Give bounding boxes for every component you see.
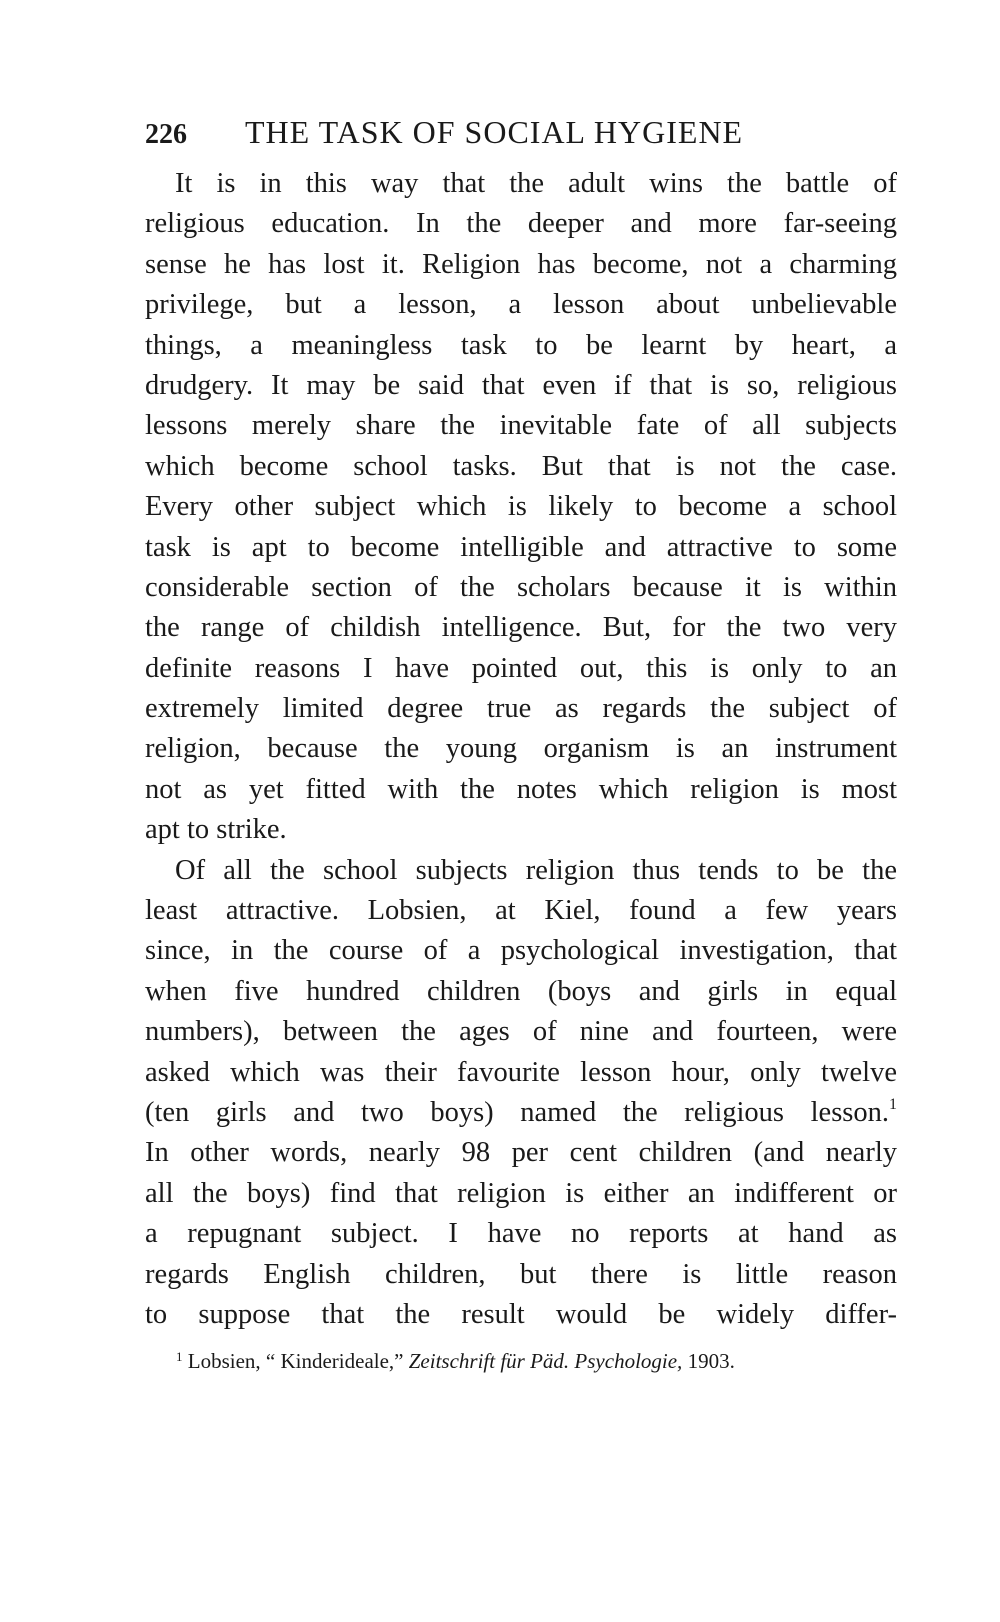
text-line: not as yet fitted with the notes which religion is most	[145, 773, 897, 805]
text-line-content: (ten girls and two boys) named the religious lesson.	[145, 1096, 889, 1128]
text-line: privilege, but a lesson, a lesson about unbelievable	[145, 289, 897, 321]
text-line: a repugnant subject. I have no reports at hand as	[145, 1218, 897, 1250]
text-line: to suppose that the result would be widely differ-	[145, 1298, 897, 1330]
paragraph-1	[145, 164, 897, 851]
text-line: apt to strike.	[145, 814, 287, 846]
text-line: sense he has lost it. Religion has become, not a charming	[145, 248, 897, 280]
text-line: Every other subject which is likely to become a school	[145, 491, 897, 523]
text-line: extremely limited degree true as regards the subject of	[145, 693, 897, 725]
text-line: In other words, nearly 98 per cent children (and nearly	[145, 1137, 897, 1169]
text-line: religious education. In the deeper and more far-seeing	[145, 208, 897, 240]
text-line: all the boys) find that religion is either an indifferent or	[145, 1177, 897, 1209]
paragraph-2	[145, 851, 897, 1336]
footnote	[176, 1346, 896, 1376]
text-line: things, a meaningless task to be learnt by heart, a	[145, 329, 897, 361]
footnote-year: 1903.	[687, 1349, 735, 1373]
text-line: religion, because the young organism is an instrument	[145, 733, 897, 765]
text-line: considerable section of the scholars because it is within	[145, 571, 897, 603]
text-line: numbers), between the ages of nine and fourteen, were	[145, 1016, 897, 1048]
page-number: 226	[145, 119, 187, 150]
footnote-marker: 1	[176, 1349, 183, 1364]
text-line: Of all the school subjects religion thus tends to be the	[175, 854, 897, 886]
text-line: regards English children, but there is little reason	[145, 1258, 897, 1290]
text-line: which become school tasks. But that is not the case.	[145, 450, 897, 482]
body-text	[145, 164, 897, 1335]
running-head	[145, 110, 905, 154]
text-line: lessons merely share the inevitable fate of all subjects	[145, 410, 897, 442]
text-line: asked which was their favourite lesson hour, only twelve	[145, 1056, 897, 1088]
footnote-journal: Zeitschrift für Päd. Psychologie,	[408, 1349, 683, 1373]
text-line: when five hundred children (boys and girls in equal	[145, 975, 897, 1007]
text-line: the range of childish intelligence. But, for the two very	[145, 612, 897, 644]
text-line: since, in the course of a psychological investigation, that	[145, 935, 897, 967]
text-line-with-footnote-ref	[145, 1093, 897, 1133]
text-line: It is in this way that the adult wins the battle of	[175, 168, 897, 199]
text-line: least attractive. Lobsien, at Kiel, found a few years	[145, 895, 897, 927]
text-line: drudgery. It may be said that even if that is so, religious	[145, 369, 897, 401]
footnote-reference[interactable]: 1	[889, 1095, 897, 1113]
footnote-author: Lobsien, “ Kinderideale,”	[187, 1349, 404, 1373]
text-line: task is apt to become intelligible and attractive to some	[145, 531, 897, 563]
text-line: definite reasons I have pointed out, this is only to an	[145, 652, 897, 684]
running-title: THE TASK OF SOCIAL HYGIENE	[245, 114, 744, 150]
